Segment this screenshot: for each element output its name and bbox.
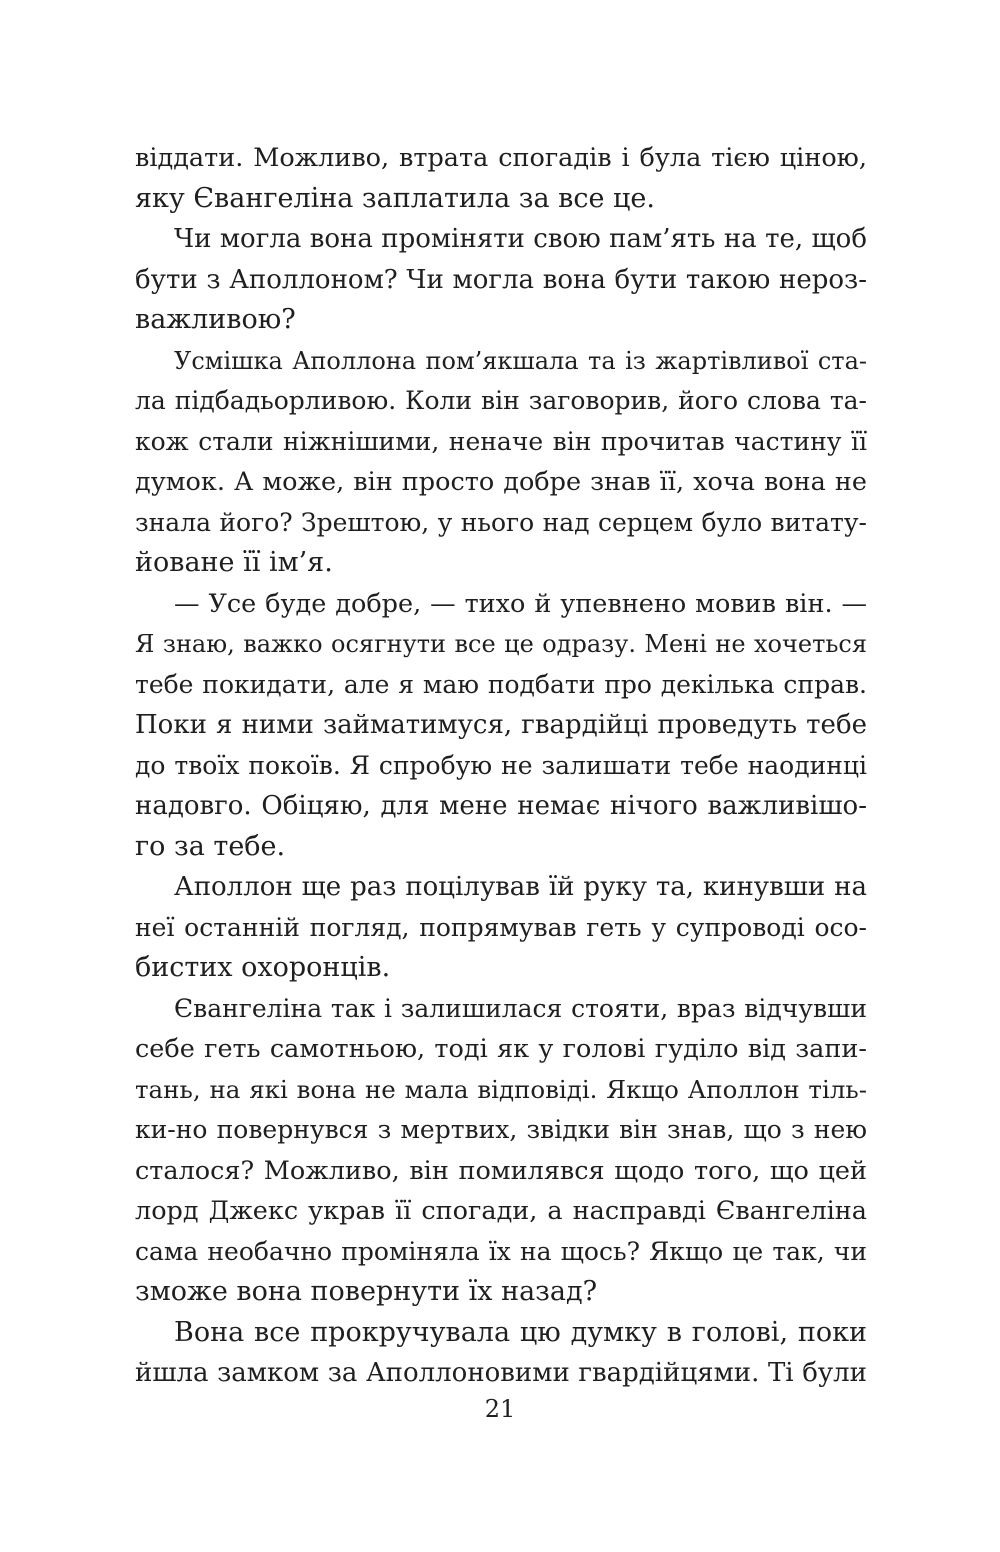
text-line: неї останній погляд, попрямував геть у супроводі осо- [135,912,867,942]
text-line: яку Євангеліна заплатила за все це. [135,182,655,214]
paragraph [135,989,867,1313]
text-line: тань, на які вона не мала відповіді. Якщо Аполлон тіль- [135,1074,867,1104]
body-text [135,138,867,1394]
paragraph [135,1313,867,1394]
text-line: го за тебе. [135,830,286,862]
text-line: Усмішка Аполлона пом’якшала та із жартівливої ста- [174,346,867,375]
text-line: Поки я ними займатимуся, гвардійці проведуть тебе [135,710,867,740]
text-line: тебе покидати, але я маю подбати про декілька справ. [135,669,867,699]
text-line: зможе вона повернути їх назад? [135,1276,598,1307]
text-line: Чи могла вона проміняти свою пам’ять на те, щоб [174,224,867,254]
text-line: йшла замком за Аполлоновими гвардійцями. Ті були [135,1358,867,1388]
text-line: ла підбадьорливою. Коли він заговорив, його слова та- [135,386,867,415]
text-line: бути з Аполлоном? Чи могла вона бути такою нероз- [135,264,867,295]
text-line: сталося? Можливо, він помилявся щодо того, що цей [135,1155,867,1186]
paragraph [135,341,867,584]
paragraph [135,219,867,341]
page-number: 21 [484,1395,516,1423]
text-line: себе геть самотньою, тоді як у голові гуділо від запи- [135,1034,867,1064]
text-line: до твоїх покоїв. Я спробую не залишати тебе наодинці [135,750,867,780]
text-line: Аполлон ще раз поцілував їй руку та, кинувши на [174,872,867,902]
text-line: кож стали ніжнішими, неначе він прочитав частину її [135,426,867,456]
paragraph [135,584,867,868]
text-line: сама необачно проміняла їх на щось? Якщо це так, чи [135,1236,867,1266]
text-line: думок. А може, він просто добре знав її, хоча вона не [135,467,867,497]
text-line: знала його? Зрештою, у нього над серцем було витату- [135,507,867,537]
text-line: Вона все прокручувала цю думку в голові, поки [174,1316,867,1348]
text-line: бистих охоронців. [135,952,391,983]
paragraph [135,867,867,989]
paragraph [135,138,867,219]
text-line: — Усе буде добре, — тихо й упевнено мовив він. — [174,588,867,619]
text-line: важливою? [135,304,296,335]
text-line: йоване її ім’я. [135,547,333,578]
text-line: надовго. Обіцяю, для мене немає нічого важливішо- [135,791,867,821]
text-line: віддати. Можливо, втрата спогадів і була тією ціною, [135,143,867,173]
text-line: ки-но повернувся з мертвих, звідки він знав, що з нею [135,1115,867,1144]
text-line: лорд Джекс украв її спогади, а насправді Євангеліна [135,1196,867,1226]
text-line: Я знаю, важко осягнути все це одразу. Мені не хочеться [135,630,867,658]
text-line: Євангеліна так і залишилася стояти, враз відчувши [174,993,867,1023]
